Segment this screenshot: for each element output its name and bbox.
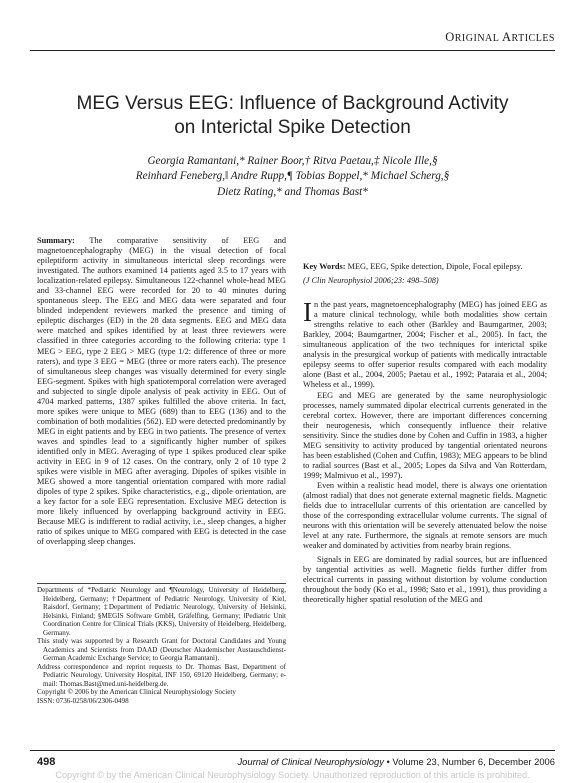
copyright-note: Copyright © 2006 by the American Clinical Neurophysiology Society xyxy=(37,688,236,696)
authors-line-2: Reinhard Feneberg,‖ Andre Rupp,¶ Tobias Boppel,* Michael Scherg,§ xyxy=(135,170,450,183)
authors-line-3: Dietz Rating,* and Thomas Bast* xyxy=(217,185,368,198)
journal-footer xyxy=(200,756,555,767)
keywords-label: Key Words: xyxy=(303,262,346,271)
abstract-continuation-space xyxy=(303,222,547,262)
author-list xyxy=(40,154,545,200)
page-number: 498 xyxy=(37,756,56,768)
title-line-2: on Interictal Spike Detection xyxy=(174,117,411,138)
footnote-rule xyxy=(37,583,286,584)
citation: (J Clin Neurophysiol 2006;23: 498–508) xyxy=(303,276,439,286)
section-heading: ORIGINAL ARTICLES xyxy=(445,30,555,44)
abstract-column xyxy=(37,236,286,547)
article-title xyxy=(40,92,545,140)
funding-note: This study was supported by a Research Grant for Doctoral Candidates and Young Academics and Scientists from DAAD (Deutscher Akademischer Austauschdienst-German Academic Exchange Service; to Georgia Ramantani). xyxy=(37,637,286,662)
authors-line-1: Georgia Ramantani,* Rainer Boor,† Ritva Paetau,‡ Nicole Ille,§ xyxy=(147,155,438,167)
body-paragraph-1: In the past years, magnetoencephalography (MEG) has joined EEG as a mature clinical technology, while both modalities show certain strengths relative to each other (Barkley and Baumgartner, 2003; Barkley, 2004; Baumgartner, 2004; Fischer et al., 2005). In fact, the simultaneous application of the two techniques for interictal spike analysis in the presurgical workup of patients with medically intractable epilepsy seems to offer superior results compared with each modality alone (Bast et al., 2004, 2005; Paetau et al., 1992; Pataraia et al., 2004; Wheless et al., 1999). xyxy=(303,297,547,390)
correspondence-note: Address correspondence and reprint requests to Dr. Thomas Bast, Department of Pediatric Neurology, University Hospital, INF 150, 69120 Heidelberg, Germany; e-mail: Thomas.Bast@med.uni-heidelberg.de. xyxy=(37,662,286,688)
abstract-summary xyxy=(37,236,286,547)
body-paragraph-4: Signals in EEG are dominated by radial sources, but are influenced by tangential activities as well. Magnetic fields further differ from electrical currents in passing without distortion by volume conduction throughout the body (Ko et al., 1998; Sato et al., 1991), thus providing a theoretically higher spatial resolution of the MEG and xyxy=(303,555,547,605)
affiliations-footnote xyxy=(37,586,286,705)
keywords-text: MEG, EEG, Spike detection, Dipole, Focal epilepsy. xyxy=(345,262,523,271)
affiliation-text: Departments of *Pediatric Neurology and ¶Neurology, University of Heidelberg, Heidelberg, Germany; †Department of Pediatric Neurology, University of Kiel, Raisdorf, Germany; ‡Department of Pediatric Neurology, University of Helsinki, Helsinki, Finland; §MEGIS Software GmbH, Gräfelfing, Germany; ‖Pediatric Unit Coordination Centre for Clinical Trials (KKS), University of Heidelberg, Heidelberg, Germany. xyxy=(37,586,286,637)
summary-label: Summary: xyxy=(37,236,75,245)
journal-issue: • Volume 23, Number 6, December 2006 xyxy=(383,756,555,767)
body-column xyxy=(303,222,547,606)
title-line-1: MEG Versus EEG: Influence of Background Activity xyxy=(76,93,509,114)
header-rule xyxy=(30,50,555,51)
body-paragraph-2: EEG and MEG are generated by the same neurophysiologic processes, namely summated dipolar electrical currents generated in the cerebral cortex. However, there are important differences concerning their neurogenesis, which consequently influence their relative sensitivity. Since the studies done by Cohen and Cuffin in 1983, a higher MEG sensitivity to activity produced by tangential orientated neurons has been established (Cohen and Cuffin, 1983); MEG appears to be blind to radial sources (Bast et al., 2005; Lopes da Silva and Van Rotterdam, 1999; Malmivuo et al., 1997). xyxy=(303,390,547,480)
drop-cap: I xyxy=(303,297,312,328)
footer-rule xyxy=(30,750,555,751)
body-paragraph-3: Even within a realistic head model, there is always one orientation (almost radial) that does not generate external magnetic fields. Magnetic fields due to intracellular currents of this orientation are cancelled by those of the corresponding extracellular volume currents. The signal of neurons with this orientation will be severely attenuated below the noise level at any rate. Furthermore, the signals at remote sensors are much weaker and dominated by activities from nearby brain regions. xyxy=(303,480,547,551)
copyright-watermark: Copyright © by the American Clinical Neurophysiology Society. Unauthorized reproduction of this article is prohibited. xyxy=(55,770,530,780)
summary-text: The comparative sensitivity of EEG and magnetoencephalography (MEG) in the visual detection of focal epileptiform activity in simultaneous interictal sleep recordings were investigated. The authors examined 14 patients aged 3.5 to 17 years with localization-related epilepsy. Simultaneous 122-channel whole-head MEG and 33-channel EEG were recorded for 20 to 40 minutes during spontaneous sleep. The EEG and MEG data were separated and four blinded independent reviewers marked the presence and timing of epileptic discharges (ED) in the 28 data segments. EEG and MEG data were matched and spikes identified by at least three reviewers were classified in three categories according to the following criteria: type 1 MEG > EEG, type 2 EEG > MEG (type 1/2: difference of three or more raters), and type 3 EEG = MEG (three or more raters each). The presence of simultaneous sleep changes was visually determined for every single EEG-segment. Spikes with high spatiotemporal correlation were averaged and subjected to single dipole analysis of peak activity in EEG. Out of 4704 marked patterns, 1387 spikes fulfilled the above criteria. In fact, more spikes were unique to MEG (689) than to EEG (136) and to the combination of both modalities (562). ED were detected predominantly by MEG in eight patients and by EEG in two patients. The presence of vertex waves and spindles lead to a significantly higher number of spikes identified only in MEG. Averaging of type 1 spikes produced clear spike activity in EEG in 9 of 12 cases. On the contrary, only 2 of 10 type 2 spikes were visible in MEG after averaging. Dipoles of spikes visible in MEG showed a more tangential orientation compared with more radial dipoles of type 2 spikes. Spike characteristics, e.g., dipole orientation, are a key factor for a sole EEG representation. Exclusive MEG detection is more likely influenced by overlapping background activity in EEG. Because MEG is indifferent to radial activity, i.e., sleep changes, a higher ratio of spikes unique to MEG compared with EEG is detected in the case of overlapping sleep changes. xyxy=(37,236,286,547)
keywords xyxy=(303,262,547,272)
journal-name: Journal of Clinical Neurophysiology xyxy=(237,756,384,767)
issn-note: ISSN: 0736-0258/06/2306-0498 xyxy=(37,696,129,705)
